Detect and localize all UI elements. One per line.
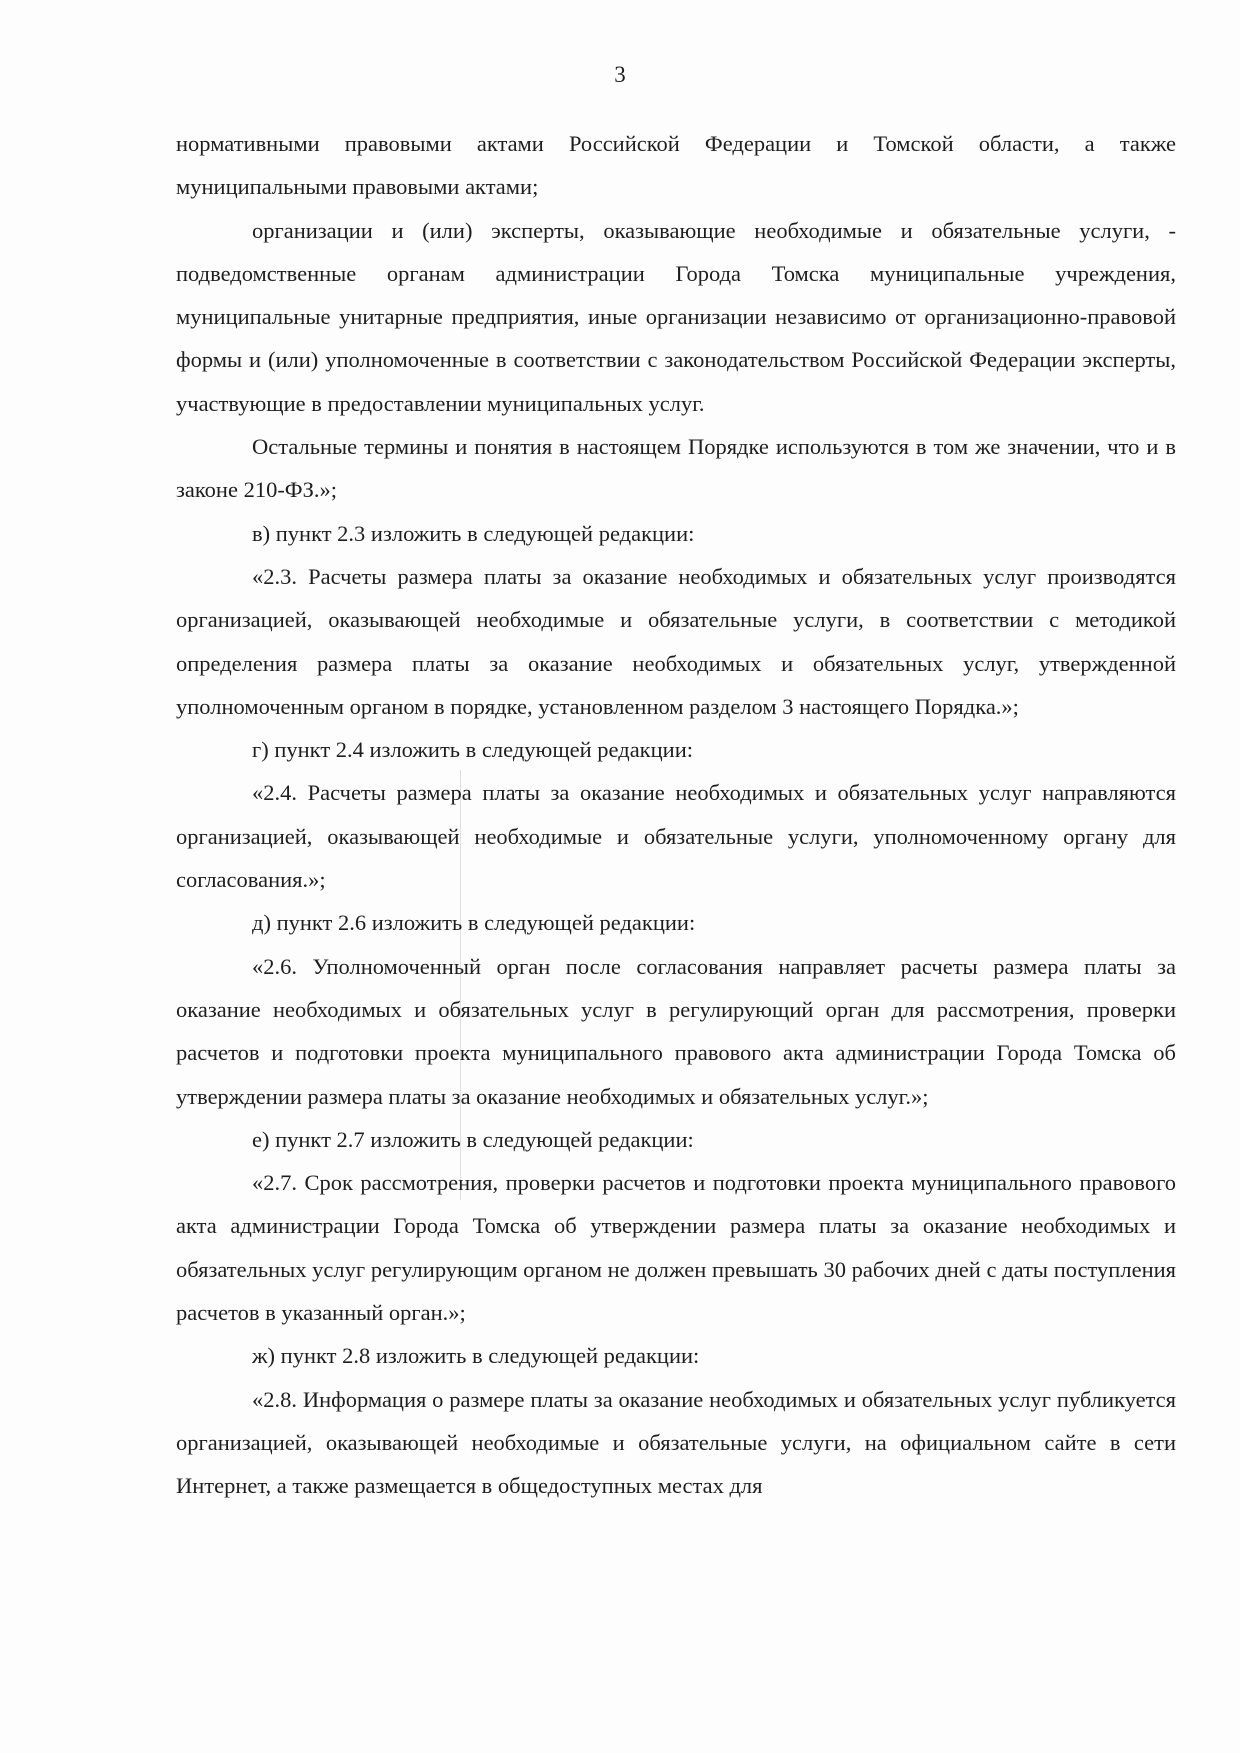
- paragraph-definition-organizations: организации и (или) эксперты, оказывающие необходимые и обязательные услуги, - подведомственные органам администрации Города Томска муниципальные учреждения, муниципальные унитарные предприятия, иные организации независимо от организационно-правовой формы и (или) уполномоченные в соответствии с законодательством Российской Федерации эксперты, участвующие в предоставлении муниципальных услуг.: [176, 217, 1176, 416]
- paragraph-amendment-d: д) пункт 2.6 изложить в следующей редакции:: [252, 910, 696, 936]
- paragraph-clause-2-4: «2.4. Расчеты размера платы за оказание необходимых и обязательных услуг направляются организацией, оказывающей необходимые и обязательные услуги, уполномоченному органу для согласования.»;: [176, 780, 1176, 893]
- paragraph-clause-2-6: «2.6. Уполномоченный орган после согласования направляет расчеты размера платы за оказание необходимых и обязательных услуг в регулирующий орган для рассмотрения, проверки расчетов и подготовки проекта муниципального правового акта администрации Города Томска об утверждении размера платы за оказание необходимых и обязательных услуг.»;: [176, 953, 1176, 1109]
- paragraph-amendment-g: г) пункт 2.4 изложить в следующей редакции:: [252, 737, 693, 763]
- paragraph-other-terms: Остальные термины и понятия в настоящем Порядке используются в том же значении, что и в законе 210-ФЗ.»;: [176, 434, 1176, 503]
- paragraph-clause-2-8: «2.8. Информация о размере платы за оказание необходимых и обязательных услуг публикуется организацией, оказывающей необходимые и обязательные услуги, на официальном сайте в сети Интернет, а также размещается в общедоступных местах для: [176, 1386, 1176, 1499]
- paragraph-amendment-zh: ж) пункт 2.8 изложить в следующей редакции:: [252, 1343, 700, 1369]
- paragraph-amendment-v: в) пункт 2.3 изложить в следующей редакции:: [252, 520, 695, 546]
- paragraph-clause-2-3: «2.3. Расчеты размера платы за оказание необходимых и обязательных услуг производятся организацией, оказывающей необходимые и обязательные услуги, в соответствии с методикой определения размера платы за оказание необходимых и обязательных услуг, утвержденной уполномоченным органом в порядке, установленном разделом 3 настоящего Порядка.»;: [176, 563, 1176, 719]
- paragraph-amendment-e: е) пункт 2.7 изложить в следующей редакции:: [252, 1126, 694, 1152]
- paragraph-continuation: нормативными правовыми актами Российской Федерации и Томской области, а также муниципальными правовыми актами;: [176, 131, 1176, 200]
- page-number: 3: [614, 62, 626, 87]
- paragraph-clause-2-7: «2.7. Срок рассмотрения, проверки расчетов и подготовки проекта муниципального правового акта администрации Города Томска об утверждении размера платы за оказание необходимых и обязательных услуг регулирующим органом не должен превышать 30 рабочих дней с даты поступления расчетов в указанный орган.»;: [176, 1170, 1176, 1326]
- document-body: [176, 122, 1176, 1508]
